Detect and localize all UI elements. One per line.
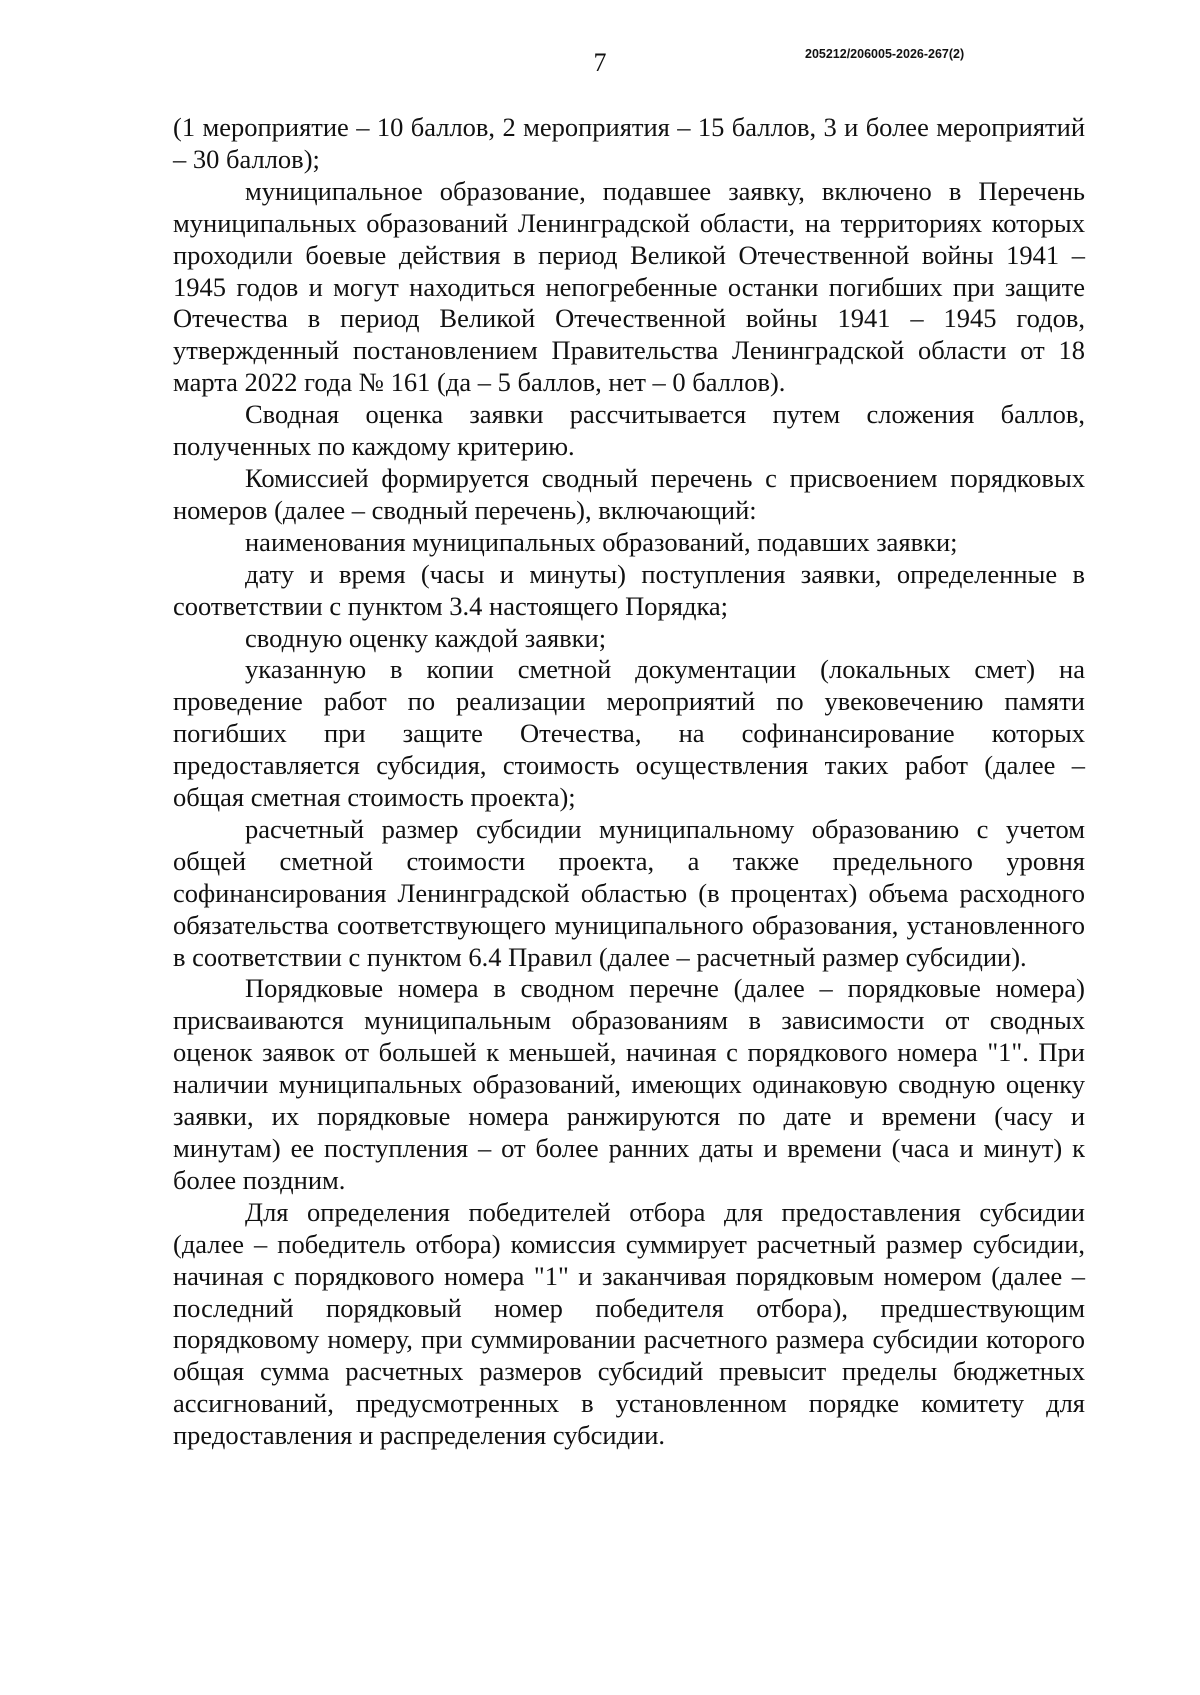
paragraph-ranking-rules: Порядковые номера в сводном перечне (далее – порядковые номера) присваиваются муниципальным образованиям в зависимости от сводных оценок заявок от большей к меньшей, начиная с порядкового номера "1". При наличии муниципальных образований, имеющих одинаковую сводную оценку заявки, их порядковые номера ранжируются по дате и времени (часу и минутам) ее поступления – от более ранних даты и времени (часа и минут) к более поздним. [173,973,1085,1195]
paragraph-commission-list: Комиссией формируется сводный перечень с присвоением порядковых номеров (далее – сводный перечень), включающий: [173,462,1085,525]
paragraph-list-item-date-time: дату и время (часы и минуты) поступления заявки, определенные в соответствии с пунктом 3.4 настоящего Порядка; [173,558,1085,621]
paragraph-list-item-score: сводную оценку каждой заявки; [245,622,607,653]
paragraph-list-item-names: наименования муниципальных образований, подавших заявки; [245,526,958,557]
paragraph-list-item-estimate-cost: указанную в копии сметной документации (локальных смет) на проведение работ по реализации мероприятий по увековечению памяти погибших при защите Отечества, на софинансирование которых предоставляется субсидия, стоимость осуществления таких работ (далее – общая сметная стоимость проекта); [173,654,1085,813]
document-body [173,112,1085,1452]
paragraph-criteria-municipal-list: муниципальное образование, подавшее заявку, включено в Перечень муниципальных образований Ленинградской области, на территориях которых проходили боевые действия в период Великой Отечественной войны 1941 – 1945 годов и могут находиться непогребенные останки погибших при защите Отечества в период Великой Отечественной войны 1941 – 1945 годов, утвержденный постановлением Правительства Ленинградской области от 18 марта 2022 года № 161 (да – 5 баллов, нет – 0 баллов). [173,175,1085,398]
paragraph-summary-score: Сводная оценка заявки рассчитывается путем сложения баллов, полученных по каждому критерию. [173,399,1085,462]
page-number: 7 [593,48,607,77]
document-id: 205212/206005-2026-267(2) [805,47,965,61]
paragraph-winner-determination: Для определения победителей отбора для предоставления субсидии (далее – победитель отбора) комиссия суммирует расчетный размер субсидии, начиная с порядкового номера "1" и заканчивая порядковым номером (далее – последний порядковый номер победителя отбора), предшествующим порядковому номеру, при суммировании расчетного размера субсидии которого общая сумма расчетных размеров субсидий превысит пределы бюджетных ассигнований, предусмотренных в установленном порядке комитету для предоставления и распределения субсидии. [173,1196,1085,1451]
paragraph-criteria-events-scores: (1 мероприятие – 10 баллов, 2 мероприятия – 15 баллов, 3 и более мероприятий – 30 баллов); [173,112,1085,174]
paragraph-list-item-subsidy-size: расчетный размер субсидии муниципальному образованию с учетом общей сметной стоимости проекта, а также предельного уровня софинансирования Ленинградской областью (в процентах) объема расходного обязательства соответствующего муниципального образования, установленного в соответствии с пунктом 6.4 Правил (далее – расчетный размер субсидии). [173,813,1085,972]
